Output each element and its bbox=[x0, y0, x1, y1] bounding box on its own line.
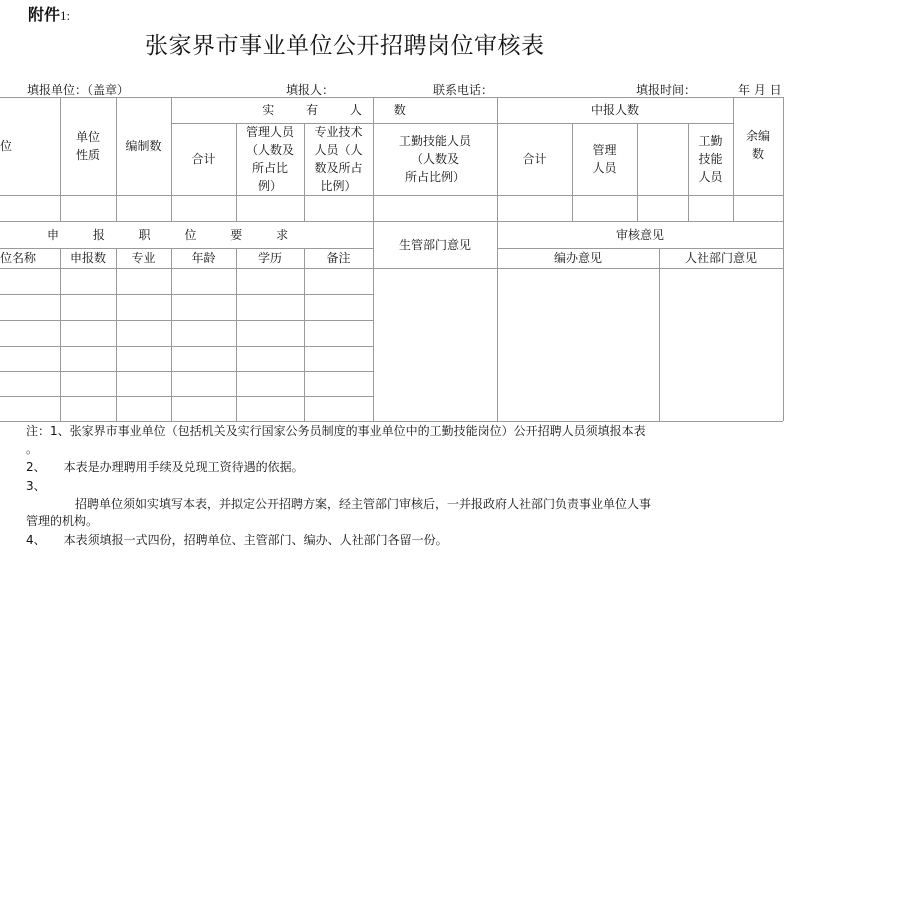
major-header: 专业 bbox=[131, 251, 156, 265]
note-4: 4、 本表须填报一式四份，招聘单位、主管部门、编办、人社部门各留一份。 bbox=[26, 533, 448, 547]
table-rule bbox=[236, 248, 237, 421]
age-header: 年龄 bbox=[191, 251, 216, 265]
note-1-end: 。 bbox=[26, 442, 39, 456]
remaining-quota-header: 余编 数 bbox=[745, 129, 770, 161]
position-requirements-header: 申 报 职 位 要 求 bbox=[47, 227, 289, 242]
meta-unit: 填报单位：（盖章） bbox=[27, 83, 130, 97]
table-rule bbox=[171, 248, 172, 421]
position-name-header: 位名称 bbox=[0, 251, 37, 265]
note-3: 3、 bbox=[26, 479, 46, 493]
table-rule bbox=[0, 195, 783, 196]
col-nature-header: 单位 性质 bbox=[75, 130, 100, 162]
remark-header: 备注 bbox=[326, 251, 351, 265]
meta-time: 填报时间： bbox=[636, 83, 697, 97]
note-3-body: 招聘单位须如实填写本表，并拟定公开招聘方案，经主管部门审核后，一并报政府人社部门负责事业单位人事 bbox=[75, 497, 652, 511]
meta-phone: 联系电话： bbox=[433, 83, 494, 97]
review-opinion-header: 审核意见 bbox=[615, 227, 664, 242]
page-title: 张家界市事业单位公开招聘岗位审核表 bbox=[145, 33, 545, 59]
table-rule bbox=[783, 97, 784, 421]
note-3-end: 管理的机构。 bbox=[26, 514, 99, 528]
table-rule bbox=[304, 248, 305, 421]
col-unit-header: 位 bbox=[0, 139, 13, 153]
table-rule bbox=[0, 294, 373, 295]
mgmt-staff-header: 管理人员 （人数及 所占比 例） bbox=[245, 125, 294, 193]
col-quota-header: 编制数 bbox=[125, 139, 162, 153]
actual-total-header: 合计 bbox=[191, 152, 216, 166]
tech-staff-header: 专业技术 人员（人 数及所占 比例） bbox=[314, 125, 363, 193]
table-rule bbox=[0, 346, 373, 347]
apply-mgmt-header: 管理 人员 bbox=[592, 143, 617, 175]
meta-date: 年 月 日 bbox=[738, 83, 782, 97]
note-1: 注：1、张家界市事业单位（包括机关及实行国家公务员制度的事业单位中的工勤技能岗位）公开招聘人员须填报本表 bbox=[26, 424, 646, 438]
office-opinion-header: 编办意见 bbox=[553, 251, 602, 265]
table-rule bbox=[0, 320, 373, 321]
apply-worker-header: 工勤 技能 人员 bbox=[698, 134, 723, 184]
dept-opinion-header: 生管部门意见 bbox=[398, 237, 471, 252]
worker-staff-header: 工勤技能人员 （人数及 所占比例） bbox=[398, 134, 471, 184]
table-rule bbox=[60, 248, 61, 421]
education-header: 学历 bbox=[257, 251, 282, 265]
apply-total-header: 合计 bbox=[522, 152, 547, 166]
table-rule bbox=[0, 268, 783, 269]
apply-number-header: 申报数 bbox=[69, 251, 106, 265]
apply-count-header: 中报人数 bbox=[590, 103, 639, 117]
meta-filler: 填报人： bbox=[286, 83, 335, 97]
attachment-label: 附件1: bbox=[28, 5, 71, 24]
table-rule bbox=[116, 248, 117, 421]
table-rule bbox=[637, 123, 638, 221]
actual-staff-header: 实 有 人 数 bbox=[262, 103, 406, 117]
hr-opinion-header: 人社部门意见 bbox=[684, 251, 757, 265]
table-rule bbox=[659, 248, 660, 421]
note-2: 2、 本表是办理聘用手续及兑现工资待遇的依据。 bbox=[26, 460, 304, 474]
table-rule bbox=[0, 396, 373, 397]
table-rule bbox=[0, 371, 373, 372]
